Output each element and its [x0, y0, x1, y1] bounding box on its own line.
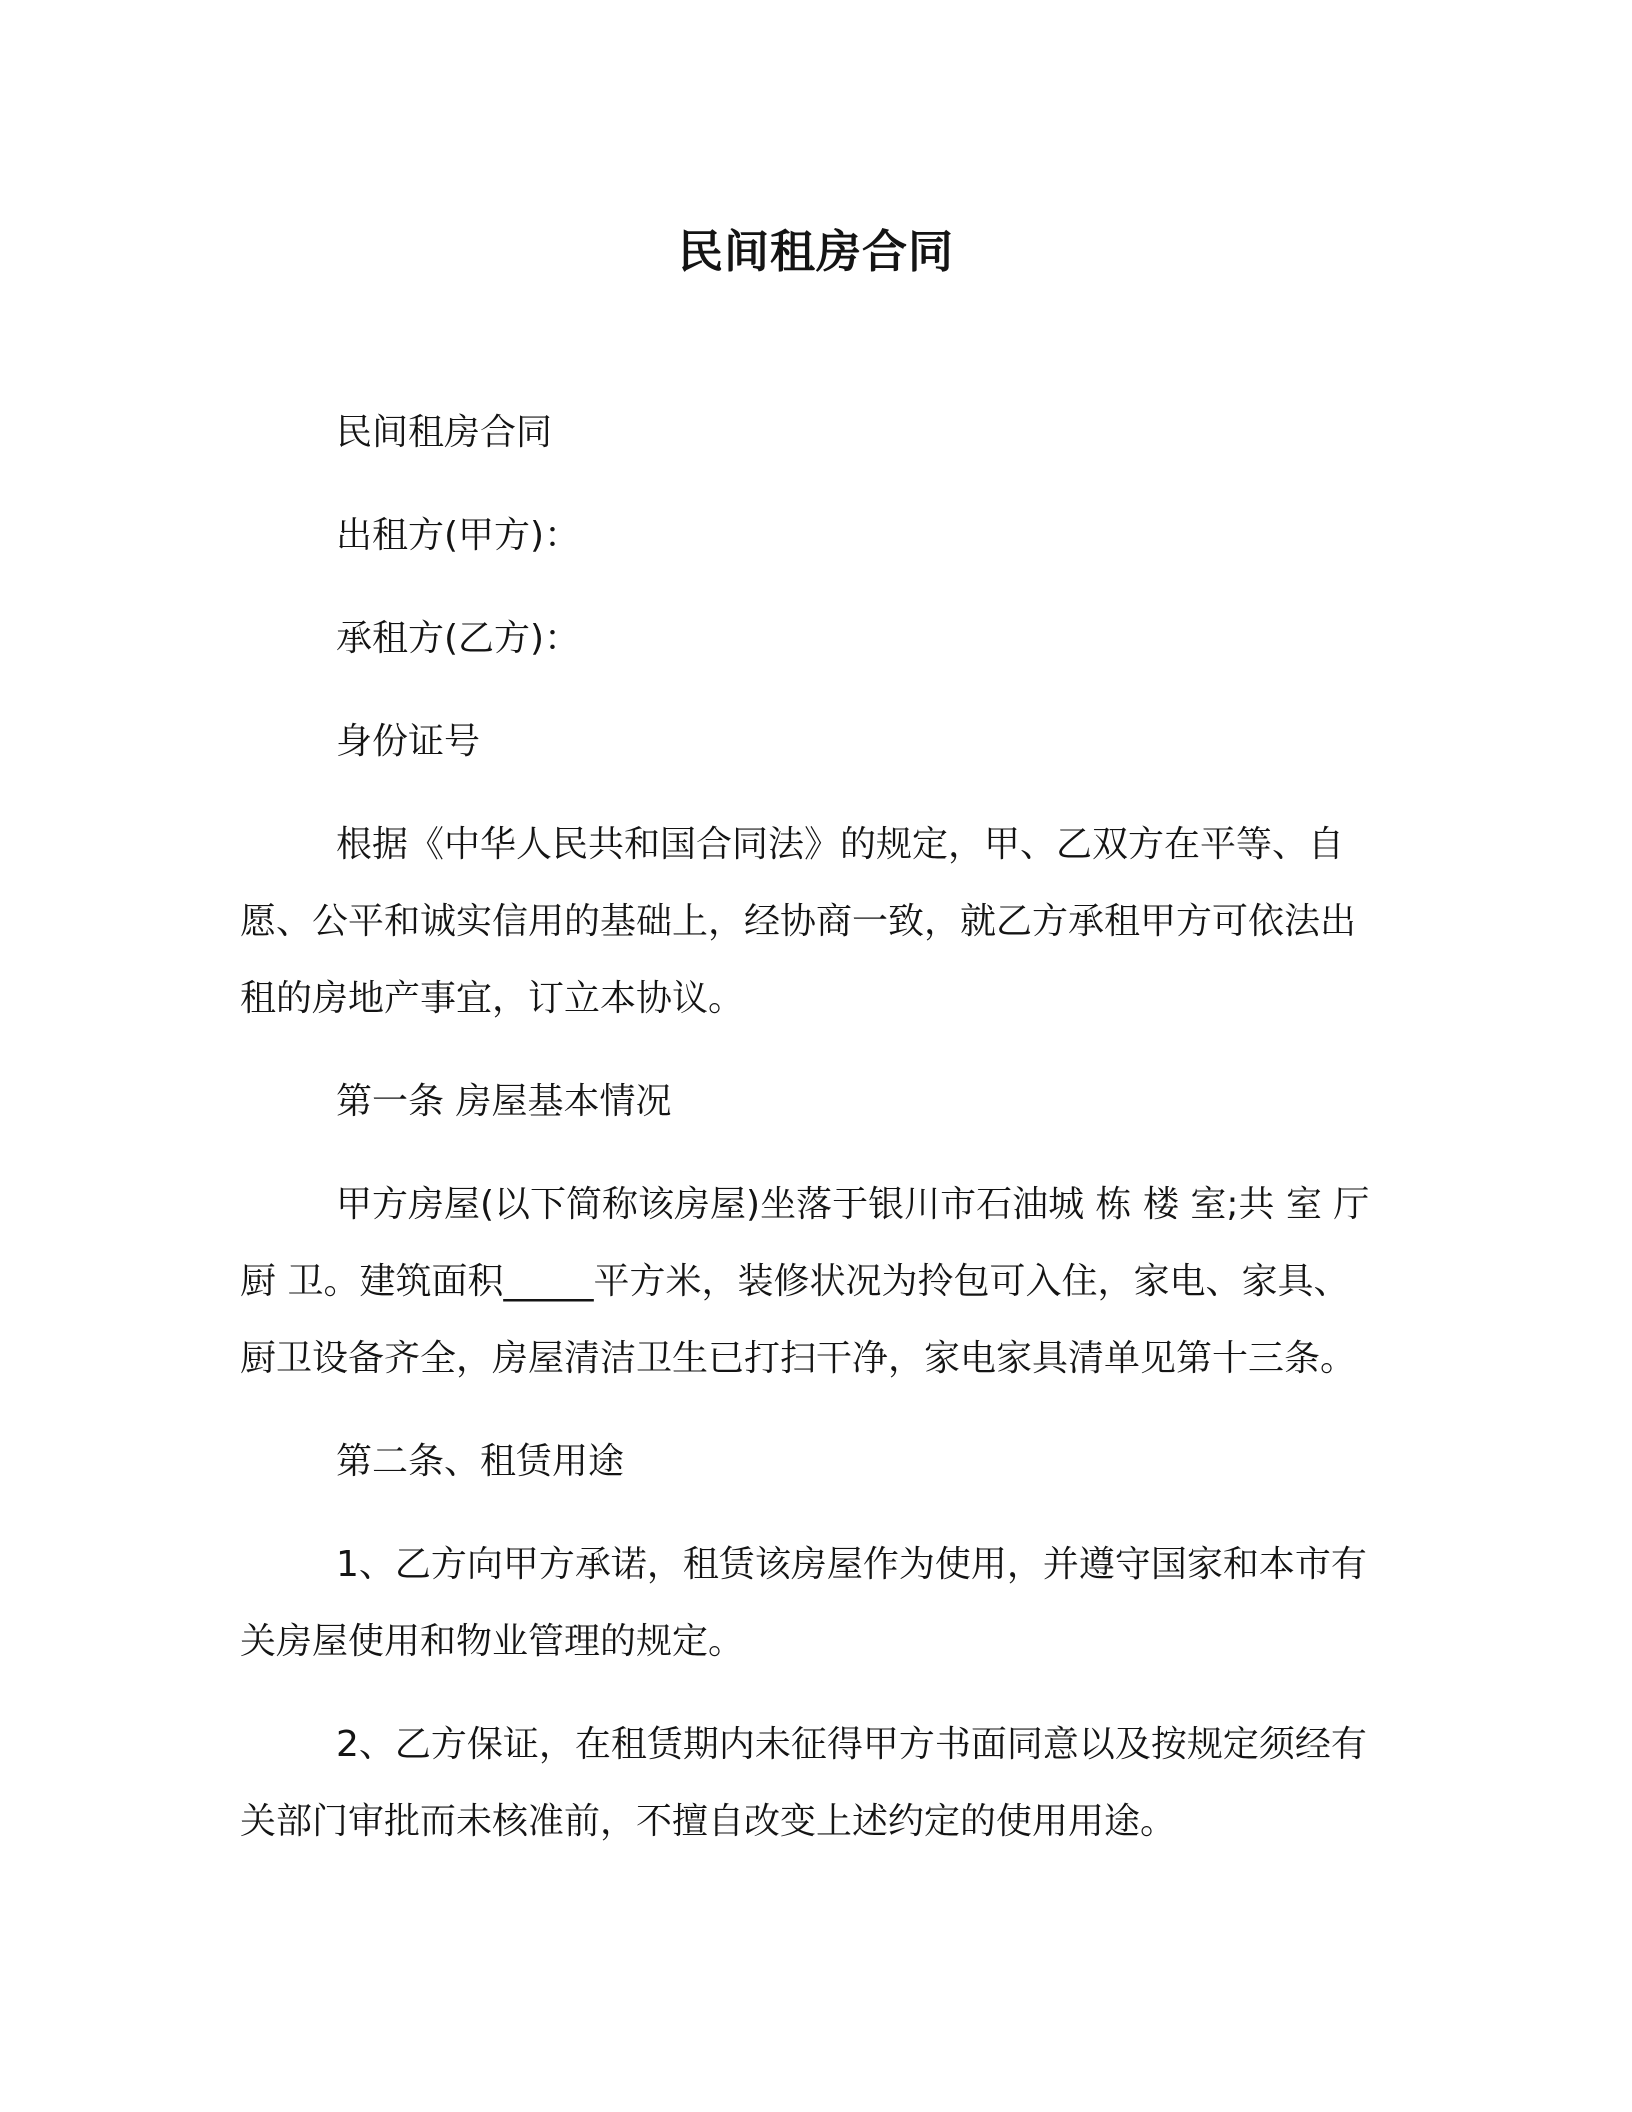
document-title: 民间租房合同	[677, 225, 954, 278]
paragraph-preamble: 根据《中华人民共和国合同法》的规定，甲、乙双方在平等、自愿、公平和诚实信用的基础上，经协商一致，就乙方承租甲方可依法出租的房地产事宜，订立本协议。	[240, 824, 1357, 1019]
section-heading-2: 第二条、租赁用途	[336, 1441, 625, 1482]
paragraph-lessee: 承租方(乙方)：	[336, 618, 581, 659]
paragraph-lessor: 出租方(甲方)：	[336, 515, 581, 556]
paragraph-id-number: 身份证号	[336, 721, 481, 762]
document-body	[240, 394, 1380, 1886]
paragraph-usage-2: 2、乙方保证，在租赁期内未征得甲方书面同意以及按规定须经有关部门审批而未核准前，不擅自改变上述约定的使用用途。	[240, 1724, 1367, 1842]
section-heading-1: 第一条 房屋基本情况	[336, 1081, 672, 1122]
paragraph-contract-name: 民间租房合同	[336, 412, 553, 453]
paragraph-house-info: 甲方房屋(以下简称该房屋)坐落于银川市石油城 栋 楼 室;共 室 厅 厨 卫。建筑面积_____平方米，装修状况为拎包可入住，家电、家具、厨卫设备齐全，房屋清洁卫生已打扫干净，家电家具清单见第十三条。	[240, 1184, 1370, 1379]
paragraph-usage-1: 1、乙方向甲方承诺，租赁该房屋作为使用，并遵守国家和本市有关房屋使用和物业管理的规定。	[240, 1544, 1367, 1662]
